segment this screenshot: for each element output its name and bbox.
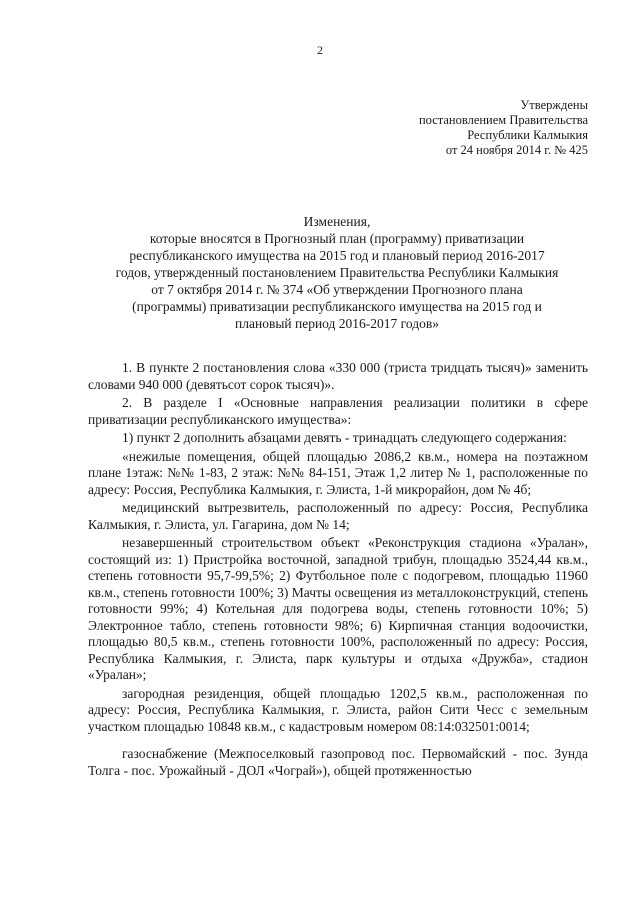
- paragraph-item-2: 2. В разделе I «Основные направления реализации политики в сфере приватизации республиканского имущества»:: [88, 395, 588, 427]
- approval-line: от 24 ноября 2014 г. № 425: [445, 143, 588, 157]
- paragraph-item-1: 1. В пункте 2 постановления слова «330 000 (триста тридцать тысяч)» заменить словами 940 000 (девятьсот сорок тысяч)».: [88, 360, 588, 392]
- approval-stamp: [419, 98, 588, 158]
- paragraph-sobering-station: медицинский вытрезвитель, расположенный по адресу: Россия, Республика Калмыкия, г. Элиста, ул. Гагарина, дом № 14;: [88, 500, 588, 532]
- title-line: которые вносятся в Прогнозный план (программу) приватизации: [149, 231, 525, 246]
- title-line: годов, утвержденный постановлением Правительства Республики Калмыкия: [115, 265, 559, 280]
- title-line: плановый период 2016-2017 годов»: [235, 316, 439, 331]
- paragraph-subitem-1: 1) пункт 2 дополнить абзацами девять - тринадцать следующего содержания:: [122, 430, 567, 445]
- approval-line: Республики Калмыкия: [467, 128, 588, 142]
- paragraph-stadium: незавершенный строительством объект «Реконструкция стадиона «Уралан», состоящий из: 1) Пристройка восточной, западной трибун, площадью 3524,44 кв.м., степень готовности 95,7-99,5%; 2) Футбольное поле с подогревом, площадью 11960 кв.м., степень готовности 100%; 3) Мачты освещения из металлоконструкций, степень готовности 99%; 4) Котельная для подогрева воды, степень готовности 10%; 5) Электронное табло, степень готовности 98%; 6) Кирпичная станция водоочистки, площадью 80,5 кв.м., степень готовности 100%, расположенный по адресу: Россия, Республика Калмыкия, г. Элиста, парк культуры и отдыха «Дружба», стадион «Уралан»;: [88, 535, 588, 682]
- document-title: [88, 213, 586, 332]
- approval-line: Утверждены: [520, 98, 588, 112]
- page-number: 2: [317, 43, 323, 57]
- title-line: Изменения,: [303, 214, 371, 229]
- document-body: [88, 360, 588, 781]
- paragraph-nonresidential-premises: «нежилые помещения, общей площадью 2086,2 кв.м., номера на поэтажном плане 1этаж: №№ 1-83, 2 этаж: №№ 84-151, Этаж 1,2 литер № 1, расположенные по адресу: Россия, Республика Калмыкия, г. Элиста, 1-й микрорайон, дом № 4б;: [88, 448, 588, 497]
- paragraph-gas-supply: газоснабжение (Межпоселковый газопровод пос. Первомайский - пос. Зунда Толга - пос. Урожайный - ДОЛ «Чограй»), общей протяженностью: [88, 746, 588, 778]
- approval-line: постановлением Правительства: [418, 113, 588, 127]
- title-line: от 7 октября 2014 г. № 374 «Об утверждении Прогнозного плана: [151, 282, 523, 297]
- title-line: (программы) приватизации республиканского имущества на 2015 год и: [132, 299, 542, 314]
- title-line: республиканского имущества на 2015 год и плановый период 2016-2017: [129, 248, 545, 263]
- paragraph-country-residence: загородная резиденция, общей площадью 1202,5 кв.м., расположенная по адресу: Россия, Республика Калмыкия, г. Элиста, район Сити Чесс с земельным участком площадью 10848 кв.м., с кадастровым номером 08:14:032501:0014;: [88, 685, 588, 734]
